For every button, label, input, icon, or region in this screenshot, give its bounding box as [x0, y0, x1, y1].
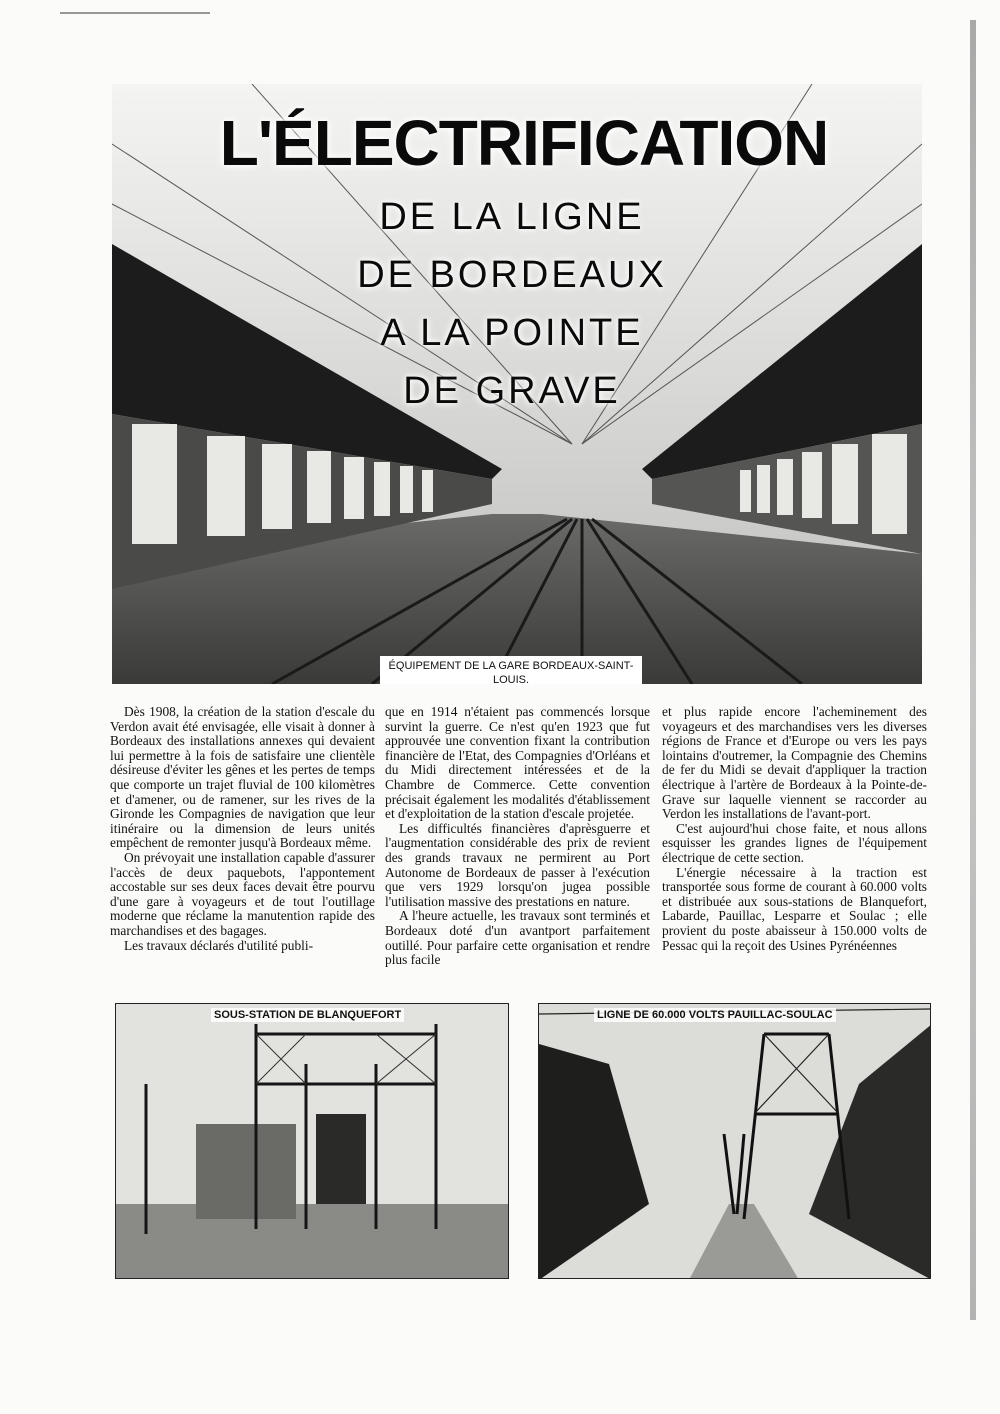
paragraph: et plus rapide encore l'acheminement des voyageurs et des marchandises vers les diverses régions de France et d'Europe ou vers les pays lointains d'outremer, la Compagnie des Chemins de fer du Midi se devait d'appliquer la traction électrique à l'artère de Bordeaux à la Pointe-de-Grave sur laquelle viennent se raccorder au Verdon les installations de l'avant-port.	[662, 704, 927, 822]
power-line-image	[539, 1004, 931, 1279]
subtitle-line-1: DE LA LIGNE	[379, 196, 645, 238]
paragraph: que en 1914 n'étaient pas commencés lorsque survint la guerre. Ce n'est qu'en 1923 que fut approuvée une convention fixant la contribution financière de l'Etat, des Compagnies d'Orléans et du Midi directement intéressées et de la Chambre de Commerce. Cette convention précisait également les modalités d'établissement et d'exploitation de la station d'escale projetée.	[385, 704, 650, 822]
paragraph: A l'heure actuelle, les travaux sont terminés et Bordeaux doté d'un avantport parfaitement outillé. Pour parfaire cette organisation et rendre plus facile	[385, 908, 650, 968]
hero-caption: ÉQUIPEMENT DE LA GARE BORDEAUX-SAINT-LOUIS.	[380, 656, 642, 684]
article-title: L'ÉLECTRIFICATION	[219, 107, 829, 179]
hero-photo	[112, 84, 922, 684]
article-column-2	[385, 705, 650, 968]
article-column-1	[110, 705, 375, 953]
paragraph: On prévoyait une installation capable d'assurer l'accès de deux paquebots, l'appontement accostable sur ses deux faces devait être pourvu d'une gare à voyageurs et de tout l'outillage moderne que réclame la manutention rapide des marchandises et des bagages.	[110, 849, 375, 938]
power-line-photo	[538, 1003, 931, 1279]
article-column-3	[662, 705, 927, 953]
page-edge	[970, 20, 976, 1320]
paragraph: Les difficultés financières d'aprèsguerre et l'augmentation considérable des prix de revient des grands travaux ne permirent au Port Autonome de Bordeaux de passer à l'exécution que vers 1929 lorsqu'on jugea possible l'utilisation massive des prestations en nature.	[385, 820, 650, 909]
paragraph: C'est aujourd'hui chose faite, et nous allons esquisser les grandes lignes de l'équipement électrique de cette section.	[662, 820, 927, 865]
substation-image	[116, 1004, 509, 1279]
substation-label: SOUS-STATION DE BLANQUEFORT	[211, 1008, 404, 1022]
subtitle-line-4: DE GRAVE	[403, 370, 621, 412]
paragraph: L'énergie nécessaire à la traction est transportée sous forme de courant à 60.000 volts et distribuée aux sous-stations de Blanquefort, Labarde, Pauillac, Lesparre et Soulac ; elle provient du poste abaisseur à 150.000 volts de Pessac qui la reçoit des Usines Pyrénéennes	[662, 864, 927, 953]
paragraph: Dès 1908, la création de la station d'escale du Verdon avait été envisagée, elle visait à donner à Bordeaux des installations annexes qui devaient lui permettre à la fois de satisfaire une clientèle désireuse d'éviter les gênes et les pertes de temps que comporte un trajet fluvial de 100 kilomètres et d'amener, ou de ramener, sur les rives de la Gironde les Compagnies de navigation que leur itinéraire ou la dimension de leurs unités empêchent de remonter jusqu'à Bordeaux même.	[110, 704, 375, 851]
subtitle-line-3: A LA POINTE	[380, 312, 644, 354]
top-rule	[60, 12, 210, 14]
paragraph: Les travaux déclarés d'utilité publi-	[124, 937, 314, 953]
power-line-label: LIGNE DE 60.000 VOLTS PAUILLAC-SOULAC	[594, 1008, 836, 1022]
substation-photo	[115, 1003, 509, 1279]
subtitle-line-2: DE BORDEAUX	[357, 254, 667, 296]
